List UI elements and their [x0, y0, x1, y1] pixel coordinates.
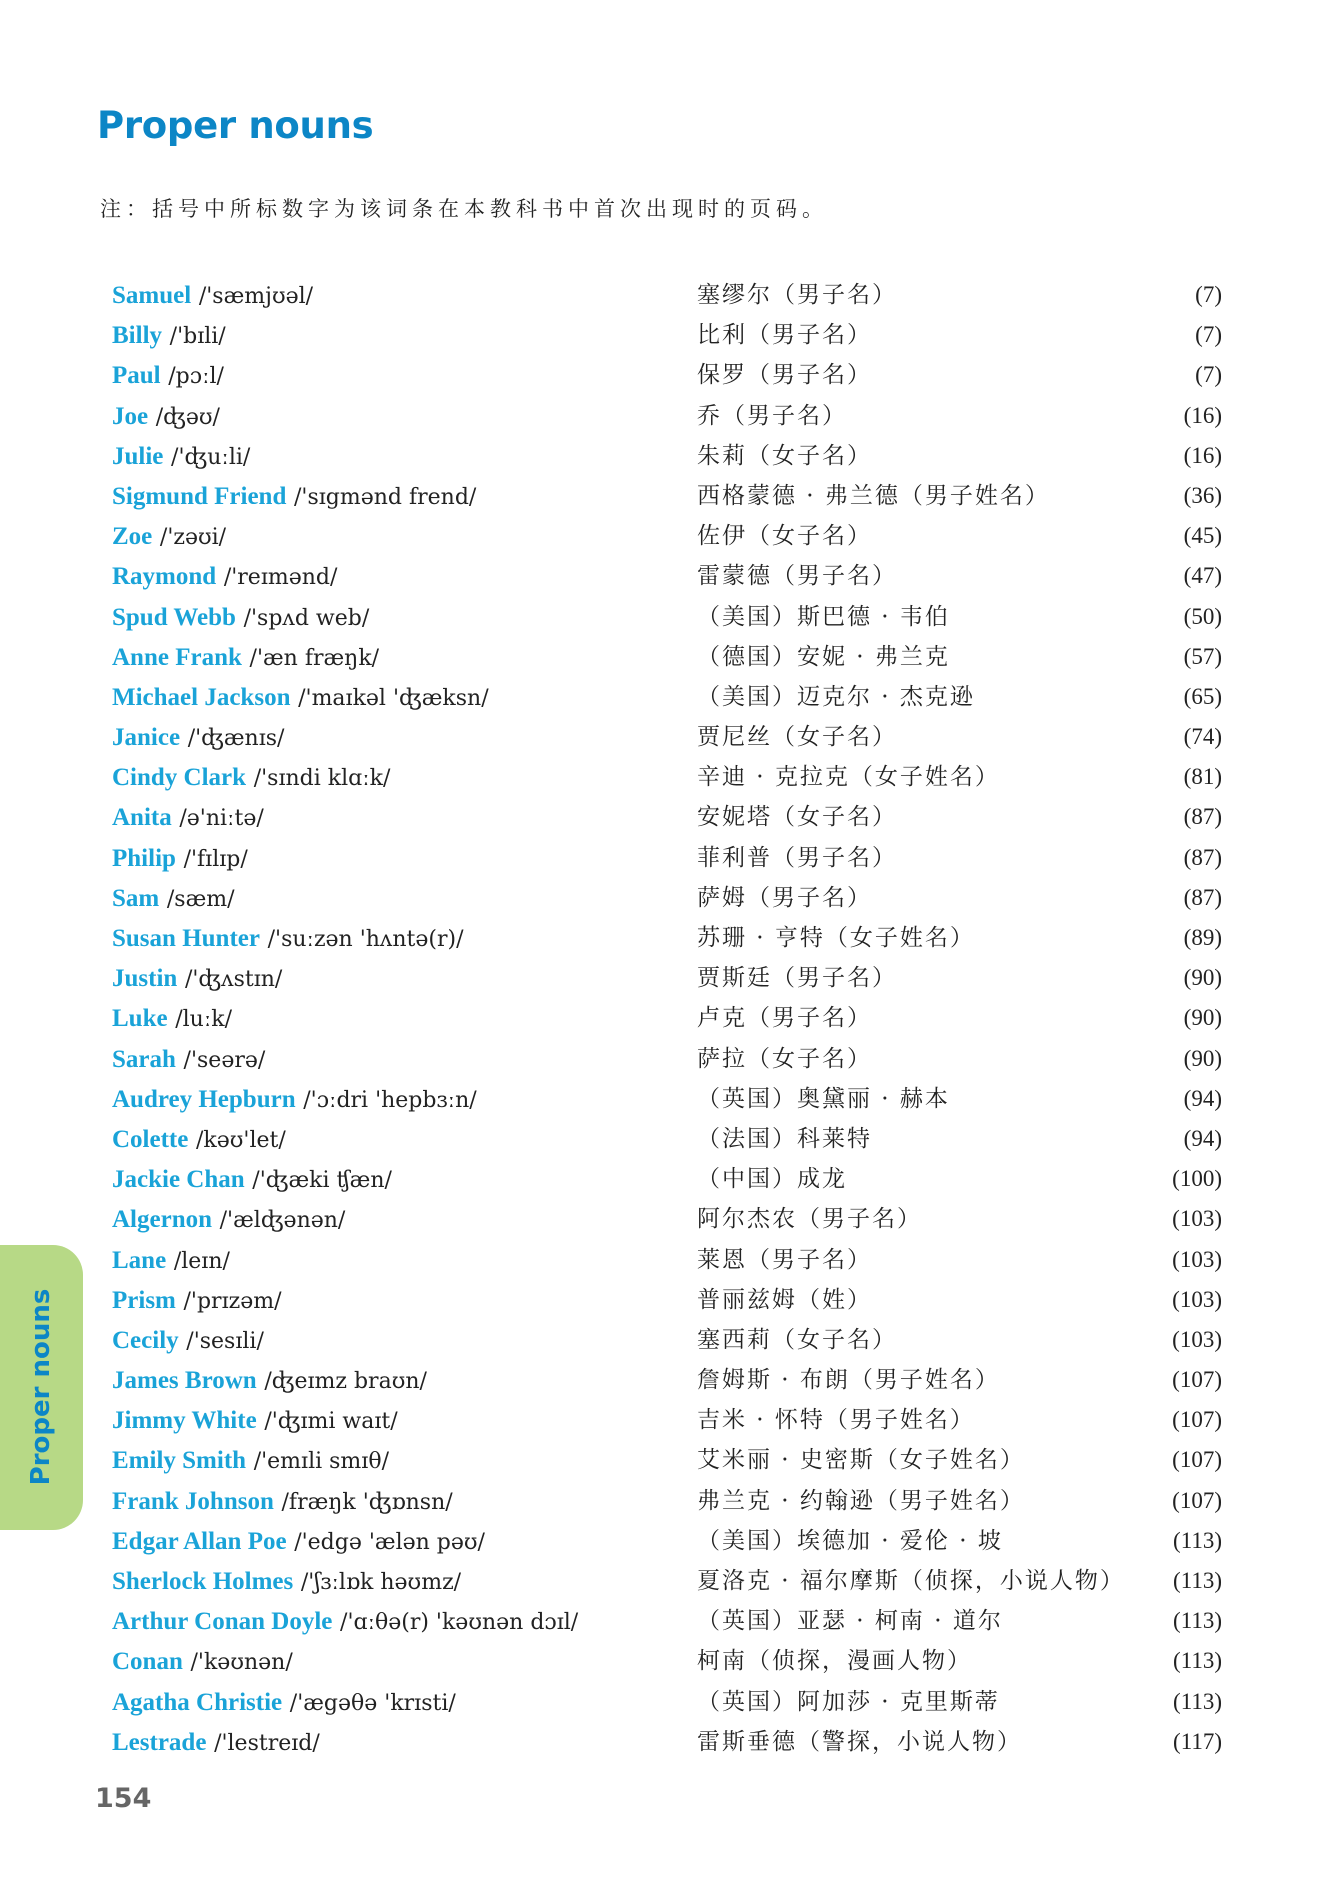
entry-chinese: 萨姆（男子名）	[697, 884, 872, 911]
entry-page: (103)	[1172, 1286, 1222, 1312]
entry-phonetic: /'sæmjʊəl/	[198, 284, 314, 309]
entry-term	[112, 1521, 485, 1563]
entry-chinese: 莱恩（男子名）	[697, 1246, 872, 1273]
entry-phonetic: /luːk/	[175, 1007, 233, 1033]
entry-page: (7)	[1195, 282, 1222, 307]
entry-word: Zoe	[112, 523, 153, 551]
entry-chinese: （中国）成龙	[697, 1166, 847, 1193]
entry-chinese: 贾斯廷（男子名）	[697, 965, 897, 992]
entry-page: (16)	[1183, 402, 1222, 428]
entry-phonetic: /ʤeɪmz braʊn/	[264, 1369, 427, 1395]
entry-term	[112, 1119, 286, 1161]
entry-page: (94)	[1183, 1125, 1222, 1151]
list-item	[0, 476, 1332, 516]
entry-word: Justin	[112, 965, 178, 993]
entry-word: Lane	[112, 1246, 167, 1274]
entry-chinese: 乔（男子名）	[697, 402, 847, 429]
entry-term	[112, 597, 369, 639]
entry-phonetic: /'ægəθə 'krɪsti/	[289, 1690, 456, 1716]
list-item	[0, 1159, 1332, 1199]
page-title: Proper nouns	[97, 104, 374, 147]
entry-chinese: 苏珊 · 亨特（女子姓名）	[697, 925, 975, 951]
entry-chinese: （英国）阿加莎 · 克里斯蒂	[697, 1688, 1000, 1715]
entry-word: Anne Frank	[112, 643, 242, 671]
entry-page: (87)	[1183, 884, 1222, 910]
entry-word: Susan Hunter	[112, 925, 260, 952]
entry-phonetic: /'prɪzəm/	[183, 1288, 282, 1314]
entry-term	[112, 838, 248, 880]
list-item	[0, 797, 1332, 837]
entry-term	[112, 436, 250, 478]
list-item	[0, 1039, 1332, 1079]
entry-page: (87)	[1183, 844, 1222, 870]
entry-phonetic: /ə'niːtə/	[179, 806, 264, 832]
entry-word: Edgar Allan Poe	[112, 1527, 287, 1555]
entry-term	[112, 275, 313, 317]
entry-page: (7)	[1195, 322, 1222, 348]
entry-phonetic: /'ʃɜːlɒk həʊmz/	[300, 1570, 462, 1595]
entry-word: Frank Johnson	[112, 1487, 274, 1515]
entry-word: Spud Webb	[112, 603, 236, 631]
entry-phonetic: /'sesɪli/	[186, 1328, 264, 1354]
entry-word: Sarah	[112, 1045, 176, 1073]
entry-word: Raymond	[112, 563, 217, 591]
list-item	[0, 1280, 1332, 1320]
entry-term	[112, 1641, 293, 1683]
entry-word: Anita	[112, 804, 172, 832]
entry-phonetic: /'kəʊnən/	[190, 1650, 293, 1676]
entry-page: (107)	[1172, 1407, 1222, 1433]
entry-term	[112, 476, 476, 518]
entry-phonetic: /'lestreɪd/	[214, 1730, 320, 1756]
entry-phonetic: /'ʤænɪs/	[187, 726, 285, 752]
entry-term	[112, 797, 264, 839]
entry-page: (107)	[1172, 1367, 1222, 1393]
entry-word: Jackie Chan	[112, 1166, 245, 1194]
entry-term	[112, 396, 220, 438]
entry-word: James Brown	[112, 1367, 257, 1395]
list-item	[0, 1481, 1332, 1521]
list-item	[0, 1320, 1332, 1360]
list-item	[0, 1240, 1332, 1280]
entry-page: (100)	[1172, 1166, 1222, 1192]
entry-page: (103)	[1172, 1206, 1222, 1232]
entry-term	[112, 1320, 264, 1362]
list-item	[0, 436, 1332, 476]
entry-word: Cecily	[112, 1326, 179, 1354]
list-item	[0, 597, 1332, 637]
entry-word: Cindy Clark	[112, 764, 247, 792]
entry-page: (113)	[1173, 1688, 1222, 1714]
entry-word: Agatha Christie	[112, 1688, 283, 1716]
entry-term	[112, 315, 226, 357]
entry-page: (36)	[1183, 482, 1222, 508]
list-item	[0, 677, 1332, 717]
entry-term	[112, 1440, 389, 1482]
entry-page: (107)	[1172, 1487, 1222, 1513]
list-item	[0, 1601, 1332, 1641]
entry-term	[112, 1722, 320, 1764]
entry-chinese: 西格蒙德 · 弗兰德（男子姓名）	[697, 482, 1050, 509]
side-tab-label: Proper nouns	[26, 1288, 56, 1486]
entry-word: Colette	[112, 1125, 189, 1153]
entry-page: (57)	[1183, 643, 1222, 669]
entry-term	[112, 355, 224, 397]
entry-chinese: 菲利普（男子名）	[697, 844, 897, 871]
entry-phonetic: /'bɪli/	[169, 324, 226, 350]
list-item	[0, 1722, 1332, 1762]
entry-term	[112, 1199, 345, 1241]
entry-phonetic: /'seərə/	[183, 1047, 266, 1073]
entry-phonetic: /'sɪgmənd frend/	[294, 484, 477, 510]
entry-term	[112, 1561, 461, 1603]
entry-chinese: 艾米丽 · 史密斯（女子姓名）	[697, 1447, 1025, 1474]
entry-page: (113)	[1173, 1568, 1222, 1593]
list-item	[0, 717, 1332, 757]
list-item	[0, 396, 1332, 436]
entry-chinese: 萨拉（女子名）	[697, 1045, 872, 1072]
list-item	[0, 1641, 1332, 1681]
entry-page: (7)	[1195, 362, 1222, 388]
page-note: 注：括号中所标数字为该词条在本教科书中首次出现时的页码。	[100, 197, 828, 221]
list-item	[0, 1199, 1332, 1239]
entry-phonetic: /'ælʤənən/	[219, 1208, 346, 1234]
entry-phonetic: /'ɔːdri 'hepbɜːn/	[303, 1087, 477, 1113]
entry-phonetic: /'ʤɪmi waɪt/	[264, 1409, 398, 1435]
entry-phonetic: /'sɪndi klɑːk/	[253, 766, 391, 792]
entry-page: (94)	[1183, 1085, 1222, 1111]
entry-term	[112, 717, 284, 759]
list-item	[0, 275, 1332, 315]
list-item	[0, 878, 1332, 918]
entry-word: Janice	[112, 724, 181, 752]
list-item	[0, 355, 1332, 395]
entry-page: (74)	[1183, 724, 1222, 750]
entry-term	[112, 677, 489, 719]
entry-word: Audrey Hepburn	[112, 1085, 296, 1113]
entry-chinese: 阿尔杰农（男子名）	[697, 1206, 922, 1233]
entry-term	[112, 1240, 230, 1282]
entry-chinese: 弗兰克 · 约翰逊（男子姓名）	[697, 1487, 1025, 1514]
entry-page: (16)	[1183, 442, 1222, 468]
list-item	[0, 1561, 1332, 1601]
entry-phonetic: /ʤəʊ/	[155, 404, 220, 430]
entry-term	[112, 1039, 265, 1081]
entry-word: Algernon	[112, 1206, 212, 1234]
entry-chinese: （法国）科莱特	[697, 1125, 872, 1152]
entry-word: Prism	[112, 1286, 176, 1314]
entry-word: Julie	[112, 442, 164, 470]
entry-word: Sherlock Holmes	[112, 1568, 294, 1595]
entry-chinese: 柯南（侦探，漫画人物）	[697, 1648, 972, 1675]
entry-phonetic: /'ʤæki ʧæn/	[252, 1168, 392, 1194]
entry-chinese: （美国）埃德加 · 爱伦 · 坡	[697, 1527, 1003, 1554]
entry-phonetic: /'spʌd web/	[243, 605, 370, 631]
entry-page: (47)	[1183, 563, 1222, 589]
entry-word: Jimmy White	[112, 1407, 257, 1435]
entry-phonetic: /sæm/	[166, 886, 235, 912]
proper-noun-list	[0, 275, 1332, 1762]
list-item	[0, 516, 1332, 556]
entry-phonetic: /leɪn/	[173, 1248, 230, 1274]
entry-chinese: 保罗（男子名）	[697, 362, 872, 389]
entry-term	[112, 1159, 392, 1201]
entry-phonetic: /'maɪkəl 'ʤæksn/	[298, 685, 489, 711]
entry-chinese: 塞西莉（女子名）	[697, 1326, 897, 1353]
list-item	[0, 1400, 1332, 1440]
page-number: 154	[95, 1783, 152, 1814]
entry-term	[112, 637, 379, 679]
entry-term	[112, 1079, 477, 1121]
entry-page: (87)	[1183, 804, 1222, 830]
list-item	[0, 1079, 1332, 1119]
entry-word: Conan	[112, 1648, 183, 1676]
entry-page: (90)	[1183, 1045, 1222, 1071]
entry-page: (90)	[1183, 1005, 1222, 1031]
entry-chinese: （美国）斯巴德 · 韦伯	[697, 603, 950, 630]
entry-phonetic: /'ʤʌstɪn/	[184, 967, 283, 993]
entry-phonetic: /'emɪli smɪθ/	[253, 1449, 389, 1475]
entry-page: (89)	[1183, 925, 1222, 950]
entry-page: (90)	[1183, 965, 1222, 991]
entry-chinese: 安妮塔（女子名）	[697, 804, 897, 831]
entry-phonetic: /'edgə 'ælən pəʊ/	[294, 1529, 485, 1555]
entry-chinese: 卢克（男子名）	[697, 1005, 872, 1032]
entry-phonetic: /'fɪlɪp/	[183, 846, 248, 872]
entry-chinese: 佐伊（女子名）	[697, 523, 872, 550]
list-item	[0, 918, 1332, 958]
entry-chinese: （英国）亚瑟 · 柯南 · 道尔	[697, 1608, 1003, 1635]
entry-phonetic: /'ʤuːli/	[171, 444, 251, 470]
entry-page: (107)	[1172, 1447, 1222, 1473]
entry-page: (113)	[1173, 1648, 1222, 1674]
entry-term	[112, 1481, 453, 1523]
list-item	[0, 757, 1332, 797]
entry-term	[112, 1400, 398, 1442]
entry-word: Paul	[112, 362, 161, 390]
entry-chinese: 普丽兹姆（姓）	[697, 1286, 872, 1313]
entry-page: (113)	[1173, 1527, 1222, 1553]
list-item	[0, 637, 1332, 677]
entry-page: (103)	[1172, 1246, 1222, 1272]
entry-chinese: 塞缪尔（男子名）	[697, 282, 897, 308]
list-item	[0, 315, 1332, 355]
entry-page: (103)	[1172, 1326, 1222, 1352]
entry-chinese: 雷斯垂德（警探，小说人物）	[697, 1728, 1022, 1755]
entry-term	[112, 918, 463, 960]
entry-page: (117)	[1173, 1728, 1222, 1754]
entry-word: Sigmund Friend	[112, 482, 287, 510]
entry-chinese: 朱莉（女子名）	[697, 442, 872, 469]
entry-phonetic: /'æn fræŋk/	[249, 645, 380, 671]
list-item	[0, 958, 1332, 998]
list-item	[0, 1119, 1332, 1159]
entry-term	[112, 556, 337, 598]
entry-phonetic: /pɔːl/	[168, 364, 224, 390]
entry-term	[112, 516, 226, 558]
entry-term	[112, 1682, 456, 1724]
entry-chinese: （英国）奥黛丽 · 赫本	[697, 1085, 950, 1112]
entry-phonetic: /'zəʊi/	[159, 525, 227, 551]
list-item	[0, 1360, 1332, 1400]
entry-term	[112, 958, 282, 1000]
entry-term	[112, 1601, 578, 1643]
entry-word: Sam	[112, 884, 160, 912]
entry-word: Samuel	[112, 282, 192, 309]
entry-chinese: 雷蒙德（男子名）	[697, 563, 897, 590]
entry-phonetic: /'ɑːθə(r) 'kəʊnən dɔɪl/	[340, 1610, 579, 1636]
entry-chinese: 夏洛克 · 福尔摩斯（侦探，小说人物）	[697, 1568, 1125, 1594]
entry-term	[112, 998, 232, 1040]
entry-word: Lestrade	[112, 1728, 207, 1756]
entry-chinese: 詹姆斯 · 布朗（男子姓名）	[697, 1367, 1000, 1394]
entry-chinese: 贾尼丝（女子名）	[697, 724, 897, 751]
list-item	[0, 556, 1332, 596]
entry-phonetic: /'suːzən 'hʌntə(r)/	[267, 927, 464, 952]
entry-phonetic: /kəʊ'let/	[195, 1127, 286, 1153]
list-item	[0, 1440, 1332, 1480]
entry-page: (81)	[1183, 764, 1222, 790]
entry-term	[112, 878, 235, 920]
entry-chinese: （美国）迈克尔 · 杰克逊	[697, 683, 975, 710]
entry-word: Emily Smith	[112, 1447, 247, 1475]
entry-word: Philip	[112, 844, 176, 872]
entry-chinese: （德国）安妮 · 弗兰克	[697, 643, 950, 670]
entry-word: Billy	[112, 322, 163, 350]
list-item	[0, 1521, 1332, 1561]
entry-term	[112, 757, 390, 799]
list-item	[0, 1682, 1332, 1722]
entry-chinese: 比利（男子名）	[697, 322, 872, 349]
entry-term	[112, 1280, 282, 1322]
entry-phonetic: /'reɪmənd/	[223, 565, 338, 591]
entry-phonetic: /fræŋk 'ʤɒnsn/	[281, 1489, 453, 1515]
list-item	[0, 838, 1332, 878]
entry-word: Luke	[112, 1005, 168, 1033]
entry-page: (50)	[1183, 603, 1222, 629]
entry-page: (113)	[1173, 1608, 1222, 1634]
entry-chinese: 吉米 · 怀特（男子姓名）	[697, 1407, 975, 1434]
section-side-tab	[0, 1245, 83, 1530]
entry-chinese: 辛迪 · 克拉克（女子姓名）	[697, 764, 1000, 791]
entry-page: (65)	[1183, 683, 1222, 709]
entry-term	[112, 1360, 427, 1402]
list-item	[0, 998, 1332, 1038]
entry-page: (45)	[1183, 523, 1222, 549]
entry-word: Joe	[112, 402, 149, 430]
entry-word: Arthur Conan Doyle	[112, 1608, 333, 1636]
entry-word: Michael Jackson	[112, 683, 291, 711]
